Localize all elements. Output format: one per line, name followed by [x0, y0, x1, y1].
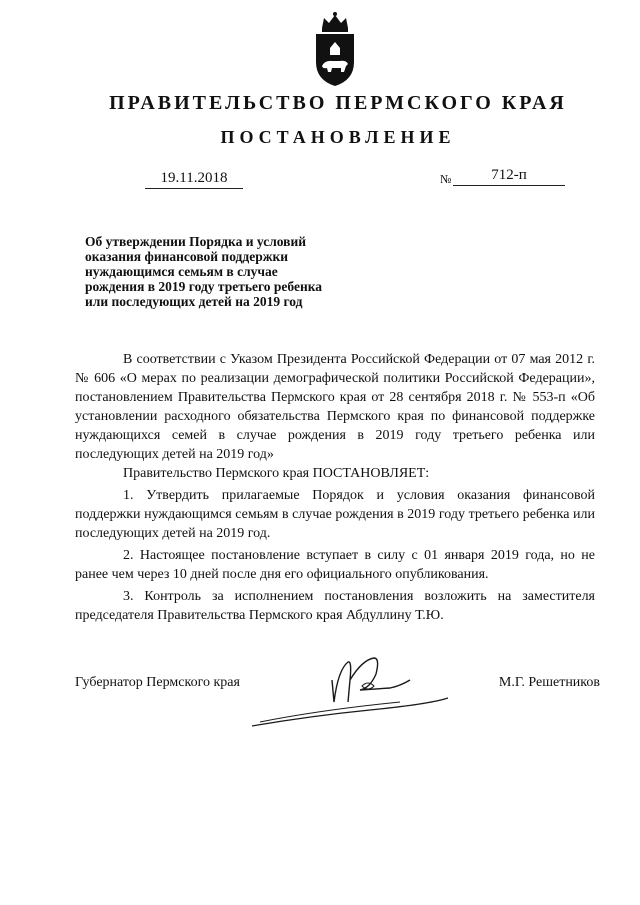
- subject-line: нуждающимся семьям в случае: [85, 264, 278, 279]
- signer-name: М.Г. Решетников: [498, 675, 600, 690]
- document-subject: [85, 234, 375, 309]
- decree-paragraph: Правительство Пермского края ПОСТАНОВЛЯЕТ:: [123, 466, 430, 481]
- coat-of-arms-icon: [300, 10, 370, 90]
- item-paragraph: 3. Контроль за исполнением постановления возложить на заместителя председателя Правительства Пермского края Абдуллину Т.Ю.: [75, 589, 595, 623]
- document-type: ПОСТАНОВЛЕНИЕ: [220, 127, 456, 147]
- subject-line: рождения в 2019 году третьего ребенка: [85, 279, 323, 294]
- preamble-paragraph: В соответствии с Указом Президента Российской Федерации от 07 мая 2012 г. № 606 «О мерах по реализации демографической политики Российской Федерации», постановлением Правительства Пермского края от 28 сентября 2018 г. № 553-п «Об установлении расходного обязательства Пермского края по финансовой поддержке нуждающихся семей в случае рождения в 2019 году третьего ребенка или последующих детей на 2019 год»: [75, 352, 595, 462]
- document-date: 19.11.2018: [145, 170, 243, 189]
- handwritten-signature: [250, 640, 450, 730]
- item-paragraph: 2. Настоящее постановление вступает в силу с 01 января 2019 года, но не ранее чем через 10 дней после дня его официального опубликования.: [75, 548, 595, 582]
- government-title: ПРАВИТЕЛЬСТВО ПЕРМСКОГО КРАЯ: [109, 92, 567, 114]
- signer-position: Губернатор Пермского края: [75, 675, 240, 690]
- document-number: 712-п: [453, 167, 565, 186]
- subject-line: или последующих детей на 2019 год: [85, 294, 303, 309]
- item-paragraph: 1. Утвердить прилагаемые Порядок и условия оказания финансовой поддержки нуждающимся семьям в случае рождения в 2019 году третьего ребенка или последующих детей на 2019 год.: [75, 488, 595, 541]
- document-body: [75, 350, 595, 628]
- subject-line: оказания финансовой поддержки: [85, 249, 289, 264]
- number-label: №: [440, 172, 452, 186]
- subject-line: Об утверждении Порядка и условий: [85, 234, 307, 249]
